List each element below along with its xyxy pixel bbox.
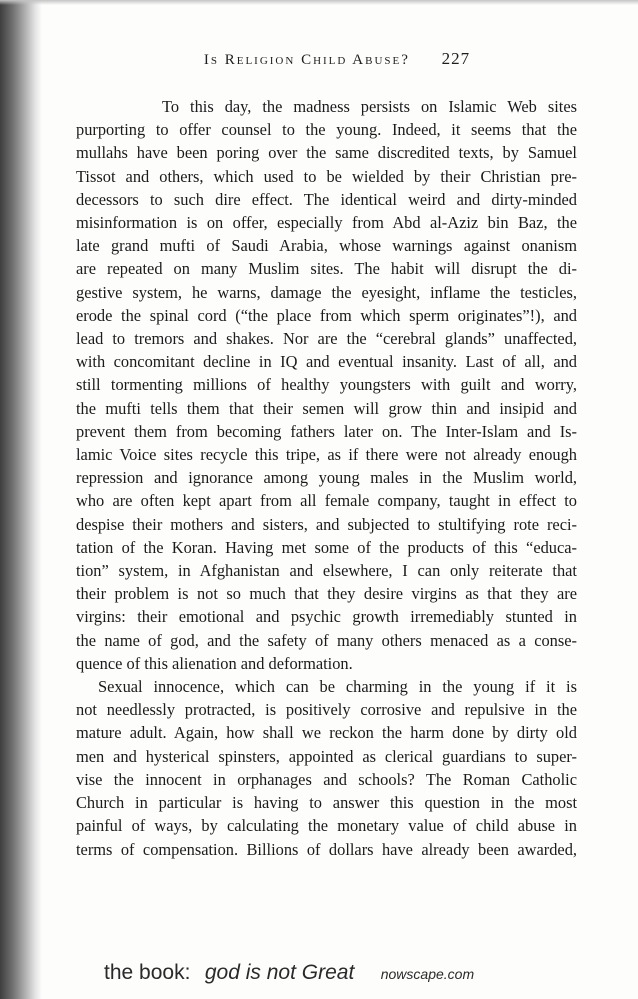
text-line: lead to tremors and shakes. Nor are the “cerebral glands” unaffected,	[76, 329, 577, 349]
text-line: the name of god, and the safety of many others menaced as a conse-	[76, 630, 577, 650]
text-line: misinformation is on offer, especially from Abd al-Aziz bin Baz, the	[76, 213, 577, 233]
page-number: 227	[441, 49, 471, 68]
paragraph	[76, 675, 577, 861]
text-line: with concomitant decline in IQ and eventual insanity. Last of all, and	[76, 352, 577, 372]
caption-site: nowscape.com	[380, 966, 475, 982]
text-line: still tormenting millions of healthy youngsters with guilt and worry,	[76, 375, 577, 395]
text-line: erode the spinal cord (“the place from which sperm originates”!), and	[76, 305, 577, 325]
text-line: repression and ignorance among young males in the Muslim world,	[76, 468, 577, 488]
text-line: purporting to offer counsel to the young. Indeed, it seems that the	[76, 120, 577, 140]
text-line: quence of this alienation and deformation.	[76, 653, 353, 673]
text-line: mature adult. Again, how shall we reckon the harm done by dirty old	[76, 723, 577, 743]
chapter-title: Is Religion Child Abuse?	[203, 52, 410, 68]
text-line: decessors to such dire effect. The identical weird and dirty-minded	[76, 189, 577, 209]
text-line: vise the innocent in orphanages and schools? The Roman Catholic	[76, 769, 577, 789]
text-line: prevent them from becoming fathers later on. The Inter-Islam and Is-	[76, 421, 577, 441]
paragraph	[76, 95, 577, 675]
text-line: lamic Voice sites recycle this tripe, as if there were not already enough	[76, 445, 577, 465]
text-line: Church in particular is having to answer this question in the most	[76, 793, 577, 813]
page-top-edge	[0, 0, 638, 5]
text-line: To this day, the madness persists on Islamic Web sites	[162, 97, 577, 116]
text-line: not needlessly protracted, is positively corrosive and repulsive in the	[76, 700, 577, 720]
text-line: the mufti tells them that their semen will grow thin and insipid and	[76, 398, 577, 418]
text-line: tation of the Koran. Having met some of the products of this “educa-	[76, 537, 577, 557]
caption-book-title: god is not Great	[204, 961, 355, 984]
text-line: terms of compensation. Billions of dollars have already been awarded,	[76, 839, 577, 859]
text-line: despise their mothers and sisters, and subjected to stultifying rote reci-	[76, 514, 577, 534]
text-line: virgins: their emotional and psychic growth irremediably stunted in	[76, 607, 577, 627]
text-line: tion” system, in Afghanistan and elsewhere, I can only reiterate that	[76, 561, 577, 581]
text-line: mullahs have been poring over the same discredited texts, by Samuel	[76, 143, 577, 163]
spine-shadow	[0, 0, 42, 999]
text-line: men and hysterical spinsters, appointed as clerical guardians to super-	[76, 746, 577, 766]
text-line: gestive system, he warns, damage the eyesight, inflame the testicles,	[76, 282, 577, 302]
text-line: painful of ways, by calculating the monetary value of child abuse in	[76, 816, 577, 836]
running-head	[0, 49, 638, 69]
text-line: are repeated on many Muslim sites. The habit will disrupt the di-	[76, 259, 577, 279]
text-line: who are often kept apart from all female company, taught in effect to	[76, 491, 577, 511]
text-line: their problem is not so much that they desire virgins as that they are	[76, 584, 577, 604]
text-line: late grand mufti of Saudi Arabia, whose warnings against onanism	[76, 236, 577, 256]
text-line: Tissot and others, which used to be wielded by their Christian pre-	[76, 166, 577, 186]
text-line: Sexual innocence, which can be charming in the young if it is	[98, 677, 577, 697]
body-text	[76, 95, 577, 861]
caption-lead: the book:	[104, 961, 191, 984]
caption	[104, 961, 474, 985]
